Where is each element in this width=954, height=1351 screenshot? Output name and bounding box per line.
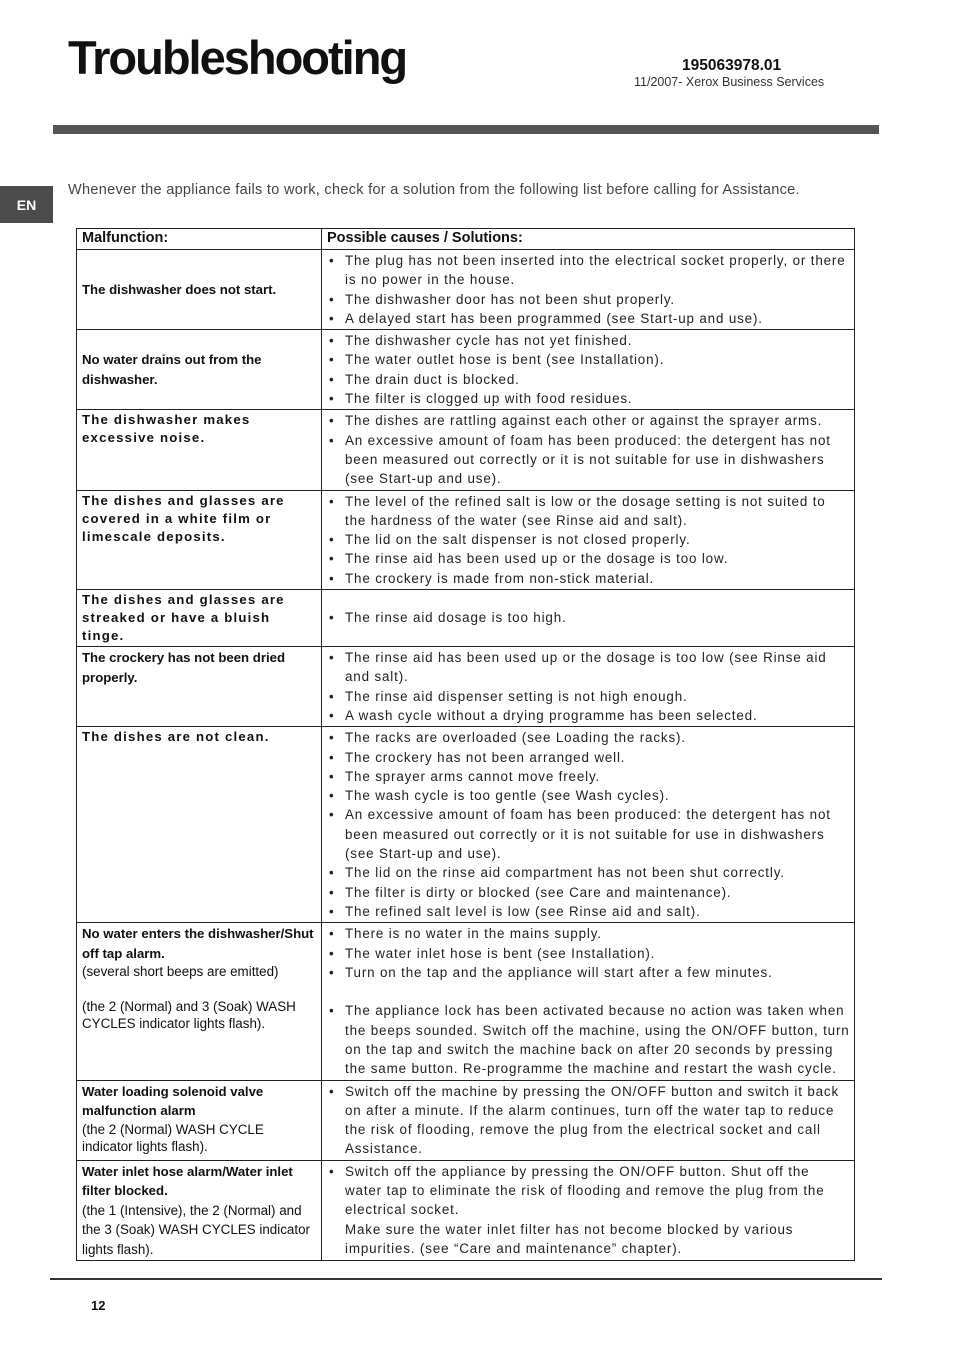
solutions-cell bbox=[322, 590, 855, 647]
solution-item: • The lid on the salt dispenser is not closed properly. bbox=[327, 530, 850, 549]
solution-item: • The dishes are rattling against each other or against the sprayer arms. bbox=[327, 411, 850, 430]
solutions-cell bbox=[322, 490, 855, 589]
solutions-cell bbox=[322, 330, 855, 410]
table-row bbox=[77, 727, 855, 923]
solution-item: • The wash cycle is too gentle (see Wash cycles). bbox=[327, 786, 850, 805]
table-row bbox=[77, 410, 855, 490]
solution-item: • The filter is clogged up with food residues. bbox=[327, 389, 850, 408]
table-row bbox=[77, 923, 855, 1080]
table-row bbox=[77, 647, 855, 727]
table-row bbox=[77, 490, 855, 589]
solution-item: • The filter is dirty or blocked (see Care and maintenance). bbox=[327, 883, 850, 902]
language-tab: EN bbox=[0, 186, 53, 223]
solution-item: • The crockery has not been arranged well. bbox=[327, 748, 850, 767]
malfunction-cell: The dishwasher makes excessive noise. bbox=[77, 410, 322, 490]
solution-item: • The appliance lock has been activated because no action was taken when the beeps sounded. Switch off the machine, using the ON/OFF button, turn on the tap and switch the machine back on after 20 seconds by pressing the same button. Re-programme the machine and restart the wash cycle. bbox=[327, 1001, 850, 1078]
solution-item: • The level of the refined salt is low or the dosage setting is not suited to the hardness of the water (see Rinse aid and salt). bbox=[327, 492, 850, 531]
malfunction-cell: No water drains out from the dishwasher. bbox=[77, 330, 322, 410]
solution-item: • The rinse aid dispenser setting is not high enough. bbox=[327, 687, 850, 706]
solution-item: • The plug has not been inserted into the electrical socket properly, or there is no power in the house. bbox=[327, 251, 850, 290]
solution-item: • The refined salt level is low (see Rinse aid and salt). bbox=[327, 902, 850, 921]
solutions-cell bbox=[322, 647, 855, 727]
malfunction-cell: The dishes and glasses are covered in a white film or limescale deposits. bbox=[77, 490, 322, 589]
malfunction-title: Water loading solenoid valve malfunction alarm bbox=[82, 1083, 264, 1119]
malfunction-cell: The dishes and glasses are streaked or have a bluish tinge. bbox=[77, 590, 322, 647]
table-row bbox=[77, 1160, 855, 1261]
malfunction-note: (the 1 (Intensive), the 2 (Normal) and the 3 (Soak) WASH CYCLES indicator lights flash). bbox=[82, 1202, 310, 1257]
solution-item: • An excessive amount of foam has been produced: the detergent has not been measured out correctly or it is not suitable for use in dishwashers (see Start-up and use). bbox=[327, 805, 850, 863]
solutions-cell bbox=[322, 923, 855, 1080]
solutions-cell bbox=[322, 1080, 855, 1160]
malfunction-cell: The crockery has not been dried properly. bbox=[77, 647, 322, 727]
solution-item: • Turn on the tap and the appliance will start after a few minutes. bbox=[327, 963, 850, 982]
table-row bbox=[77, 330, 855, 410]
solution-item: • Switch off the appliance by pressing the ON/OFF button. Shut off the water tap to eliminate the risk of flooding and remove the plug from the electrical socket. bbox=[327, 1162, 850, 1220]
page-number: 12 bbox=[91, 1298, 106, 1313]
solution-item: • A delayed start has been programmed (see Start-up and use). bbox=[327, 309, 850, 328]
solution-item: Make sure the water inlet filter has not become blocked by various impurities. (see “Care and maintenance” chapter). bbox=[345, 1221, 794, 1256]
troubleshooting-table bbox=[76, 228, 855, 1261]
malfunction-note: (the 2 (Normal) WASH CYCLE indicator lights flash). bbox=[82, 1121, 264, 1154]
solutions-cell bbox=[322, 250, 855, 330]
solution-item: • The dishwasher cycle has not yet finished. bbox=[327, 331, 850, 350]
solution-item: • A wash cycle without a drying programme has been selected. bbox=[327, 706, 850, 725]
solutions-cell bbox=[322, 410, 855, 490]
malfunction-note: (the 2 (Normal) and 3 (Soak) WASH CYCLES indicator lights flash). bbox=[82, 999, 296, 1032]
solution-item: • The racks are overloaded (see Loading the racks). bbox=[327, 728, 850, 747]
intro-paragraph: Whenever the appliance fails to work, check for a solution from the following list before calling for Assistance. bbox=[68, 182, 800, 198]
solution-item: • The water inlet hose is bent (see Installation). bbox=[327, 944, 850, 963]
solutions-cell bbox=[322, 1160, 855, 1261]
table-row bbox=[77, 1080, 855, 1160]
malfunction-title: Water inlet hose alarm/Water inlet filter blocked. bbox=[82, 1163, 293, 1199]
solution-item: • The water outlet hose is bent (see Installation). bbox=[327, 350, 850, 369]
malfunction-cell bbox=[77, 1160, 322, 1261]
malfunction-cell bbox=[77, 1080, 322, 1160]
solution-item: • The dishwasher door has not been shut properly. bbox=[327, 290, 850, 309]
spacer bbox=[82, 980, 317, 998]
table-row bbox=[77, 590, 855, 647]
solutions-cell bbox=[322, 727, 855, 923]
solution-item: • The rinse aid dosage is too high. bbox=[327, 608, 850, 627]
malfunction-header: Malfunction: bbox=[77, 229, 322, 250]
malfunction-cell: The dishwasher does not start. bbox=[77, 250, 322, 330]
spacer bbox=[327, 982, 850, 1001]
page-title: Troubleshooting bbox=[68, 31, 407, 84]
solution-item: • There is no water in the mains supply. bbox=[327, 924, 850, 943]
solution-item: • The drain duct is blocked. bbox=[327, 370, 850, 389]
solution-item: • Switch off the machine by pressing the ON/OFF button and switch it back on after a minute. If the alarm continues, turn off the water tap to reduce the risk of flooding, remove the plug from the electrical socket and call Assistance. bbox=[327, 1082, 850, 1159]
solution-item: • The crockery is made from non-stick material. bbox=[327, 569, 850, 588]
document-date: 11/2007- Xerox Business Services bbox=[634, 75, 825, 89]
solution-item: • The sprayer arms cannot move freely. bbox=[327, 767, 850, 786]
solution-item: • An excessive amount of foam has been produced: the detergent has not been measured out correctly or it is not suitable for use in dishwashers (see Start-up and use). bbox=[327, 431, 850, 489]
document-number: 195063978.01 bbox=[682, 57, 782, 74]
table-row bbox=[77, 250, 855, 330]
solutions-header: Possible causes / Solutions: bbox=[322, 229, 855, 250]
table-header-row bbox=[77, 229, 855, 250]
malfunction-title: No water enters the dishwasher/Shut off tap alarm. bbox=[82, 926, 314, 961]
malfunction-cell: The dishes are not clean. bbox=[77, 727, 322, 923]
malfunction-cell bbox=[77, 923, 322, 1080]
header-rule bbox=[53, 125, 879, 134]
solution-item: • The rinse aid has been used up or the dosage is too low (see Rinse aid and salt). bbox=[327, 648, 850, 687]
footer-rule bbox=[50, 1278, 882, 1280]
malfunction-note: (several short beeps are emitted) bbox=[82, 964, 279, 980]
solution-item: • The lid on the rinse aid compartment has not been shut correctly. bbox=[327, 863, 850, 882]
solution-item: • The rinse aid has been used up or the dosage is too low. bbox=[327, 549, 850, 568]
